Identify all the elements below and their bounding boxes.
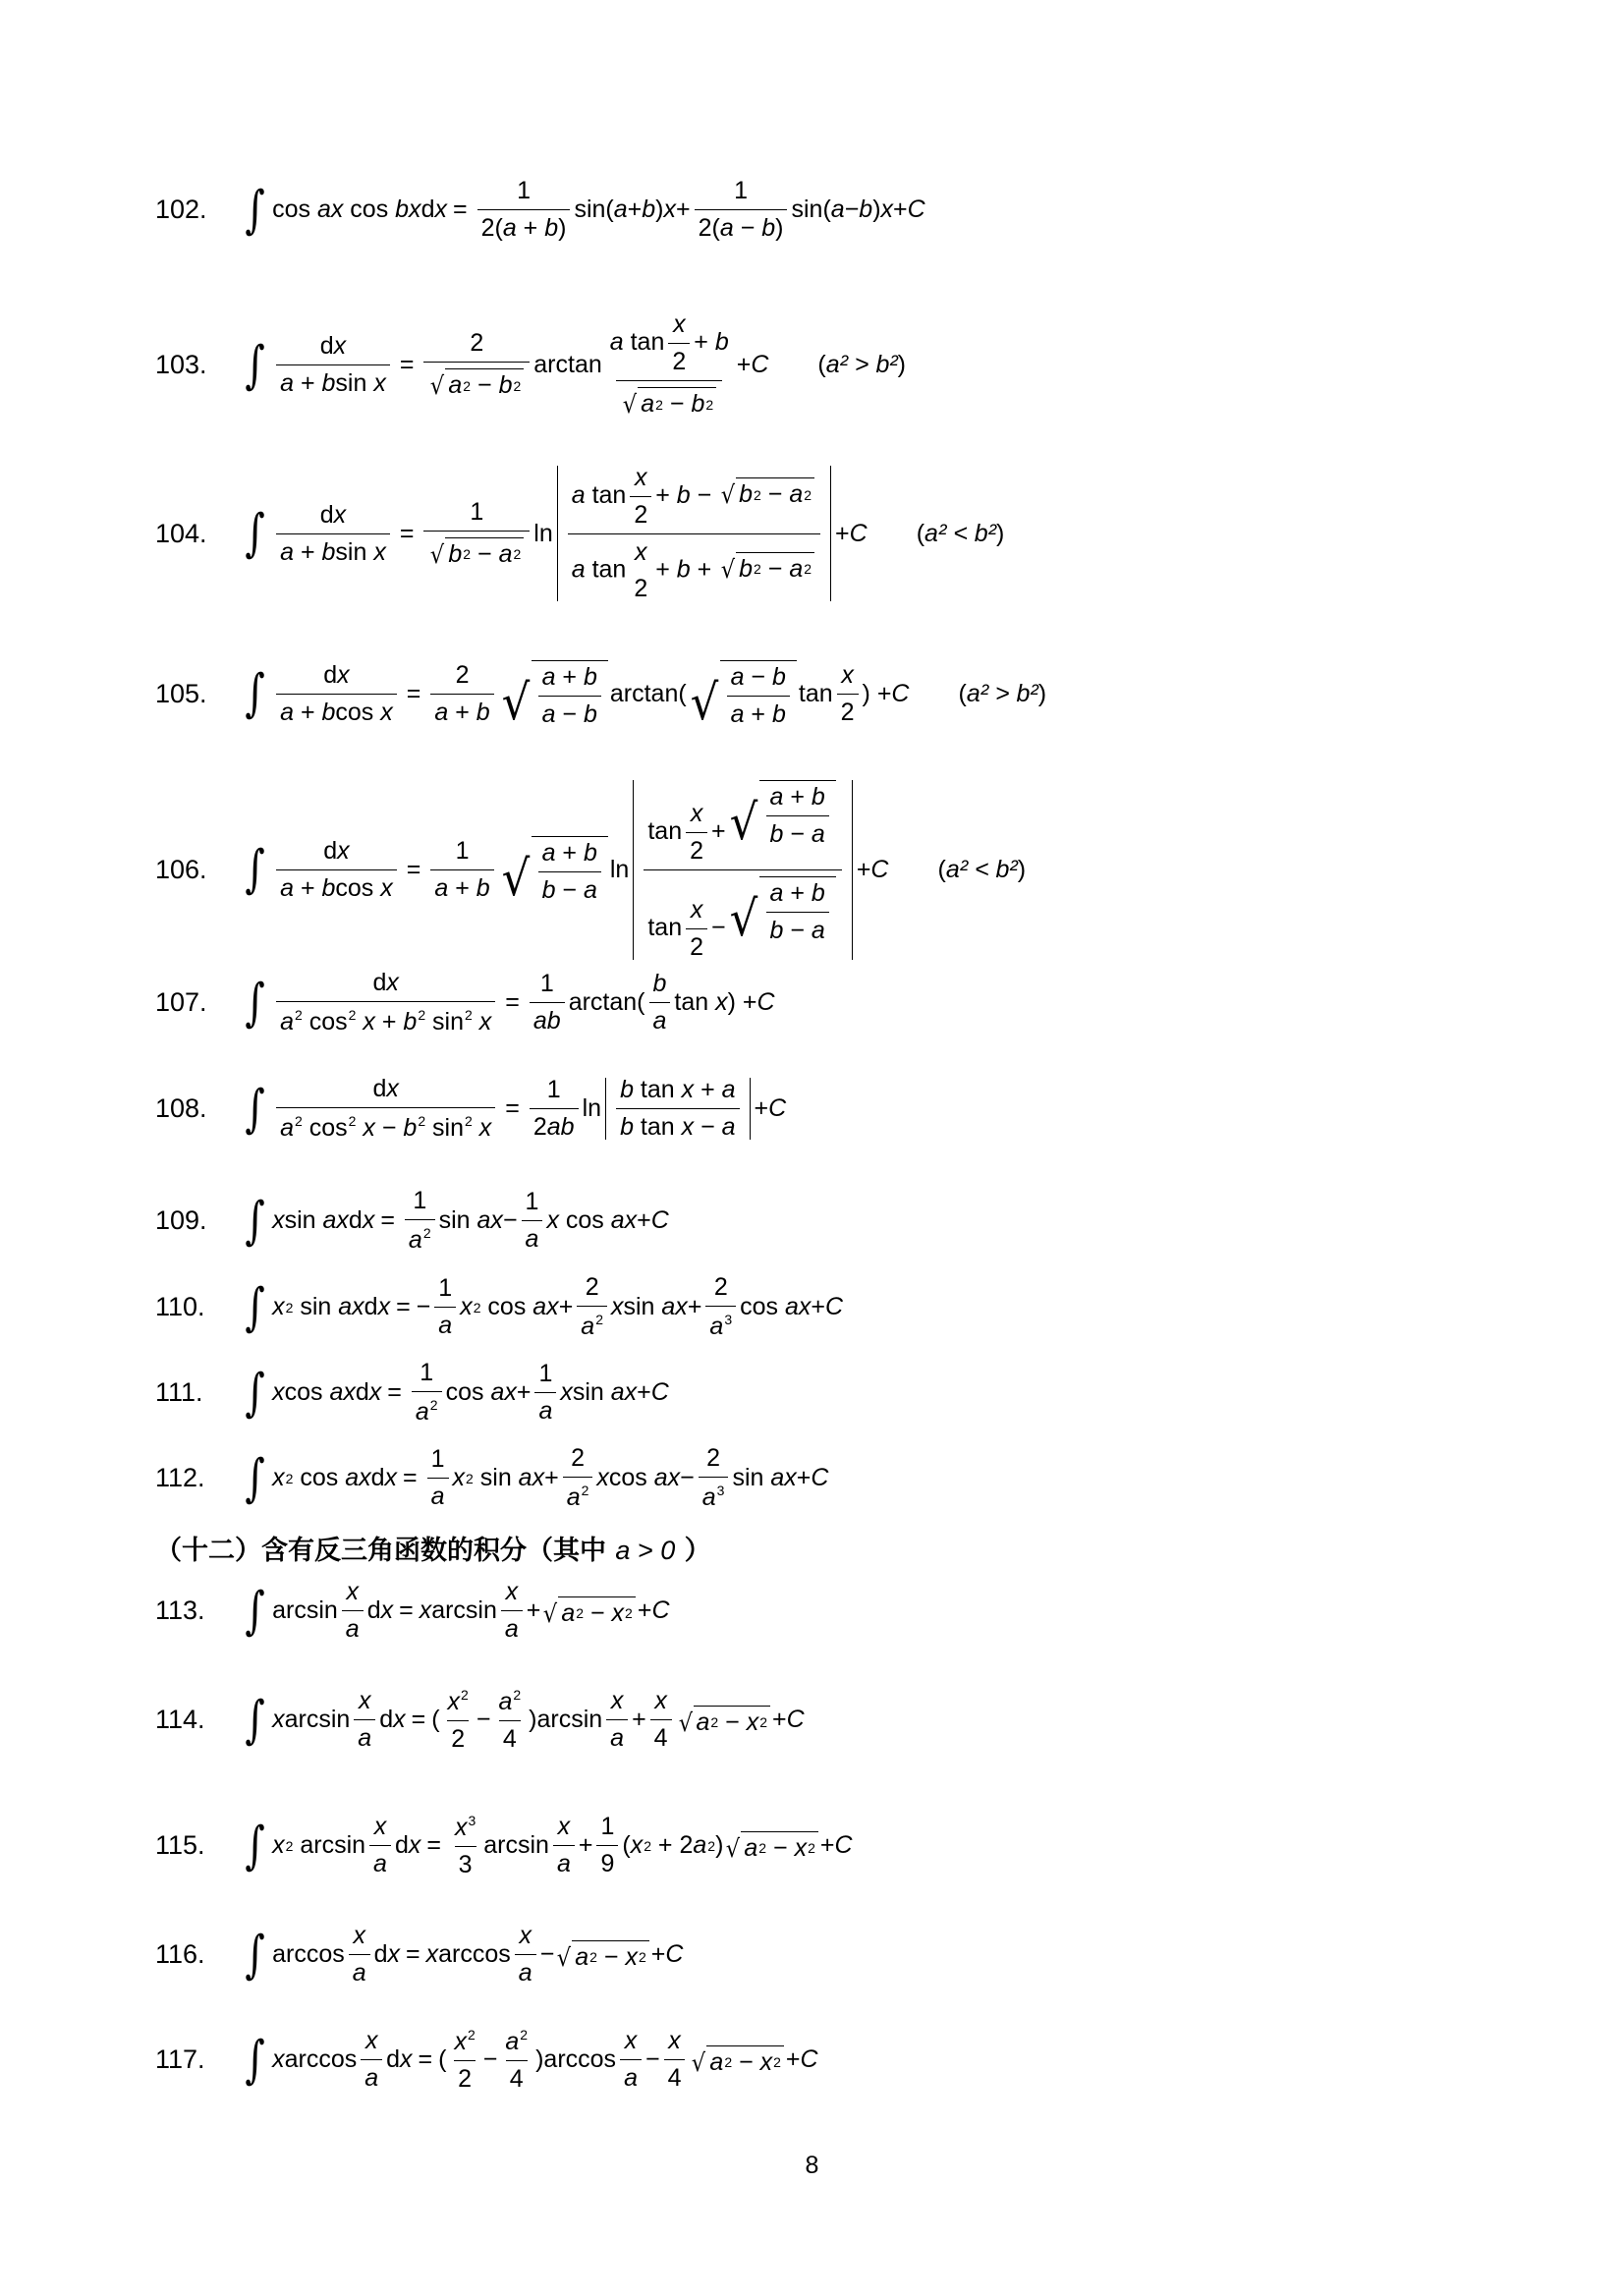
formula-number: 102. [155,195,207,224]
formula-114: 114. ∫ x arcsin $\frac{x}{a}$ d x = ( $\frac{x^2}{2}$ − $\frac{a^2}{4}$ )arcsin $\frac{x}{a}$ + $\frac{x}{4}$ √ a 2 − x 2 + C [155,1687,805,1753]
integral-sign: ∫ [245,840,265,900]
formula-117: 117. ∫ x arccos $\frac{x}{a}$ d x = ( $\frac{x^2}{2}$ − $\frac{a^2}{4}$ )arccos $\frac{x}{a}$ − $\frac{x}{4}$ √ a 2 − x 2 + C [155,2027,818,2093]
condition: a² > b² [966,679,1038,707]
formula-number: 115. [155,1830,205,1860]
formula-number: 109. [155,1205,207,1235]
formula-number: 117. [155,2044,205,2074]
integral-sign: ∫ [245,664,265,723]
integral-sign: ∫ [245,1448,265,1508]
formula-111: 111. ∫ x cos ax d x = $\frac{1}{a^2}$ cos ax + $\frac{1}{a}$ x sin ax + C [155,1359,669,1426]
fraction: $\frac{1}{2(a - b)}$ [695,179,788,241]
integral-sign: ∫ [245,1816,265,1876]
formula-number: 113. [155,1596,205,1625]
integral-sign: ∫ [245,1925,265,1985]
formula-number: 111. [155,1377,203,1407]
formula-number: 103. [155,350,207,379]
condition: a² > b² [825,351,898,378]
integral-sign: ∫ [245,2030,265,2090]
formula-number: 108. [155,1093,207,1123]
integral-sign: ∫ [245,1079,265,1139]
integral-sign: ∫ [245,1363,265,1423]
formula-115: 115. ∫ x 2 arcsin $\frac{x}{a}$ d x = $\frac{x^3}{3}$ arcsin $\frac{x}{a}$ + $\frac{1}{9}$ ( x 2 + 2 a 2 ) √ a 2 − x 2 + C [155,1813,853,1878]
integral-sign: ∫ [245,1690,265,1750]
condition: a² < b² [945,855,1018,883]
section-heading: （十二）含有反三角函数的积分（其中 a > 0 ） [155,1536,711,1566]
formula-102: 102. ∫ cos ax cos bx d x = $\frac{1}{2(a + b)}$ sin( a + b ) x + $\frac{1}{2(a - b)}$ sin( a − b ) x + C [155,177,925,242]
integral-sign: ∫ [245,180,265,240]
formula-105: 105. ∫ $\frac{dx}{\text{a + bcos x}}$ = $\frac{2}{a + b}$ √ $\frac{a + b}{a - b}$ arctan( √ $\frac{a - b}{a + b}$ tan $\frac{x}{2}$ ) + C (a² > b²) [155,660,1047,731]
page-number: 8 [805,2152,819,2179]
formula-number: 107. [155,987,207,1017]
formula-number: 106. [155,854,207,884]
formula-113: 113. ∫ arcsin $\frac{x}{a}$ d x = x arcsin $\frac{x}{a}$ + √ a 2 − x 2 + C [155,1578,670,1643]
integral-sign: ∫ [245,1191,265,1251]
integral-sign: ∫ [245,1581,265,1641]
formula-112: 112. ∫ x 2 cos ax d x = $\frac{1}{a}$ x 2 sin ax + $\frac{2}{a^2}$ x cos ax − $\frac{2}{a^3}$ sin ax + C [155,1444,829,1511]
formula-number: 104. [155,518,207,548]
formula-116: 116. ∫ arccos $\frac{x}{a}$ d x = x arccos $\frac{x}{a}$ − √ a 2 − x 2 + C [155,1922,684,1987]
formula-110: 110. ∫ x 2 sin ax d x = − $\frac{1}{a}$ x 2 cos ax + $\frac{2}{a^2}$ x sin ax + $\frac{2}{a^3}$ cos ax + C [155,1273,844,1340]
condition: a² < b² [924,519,996,547]
formula-number: 110. [155,1292,205,1321]
formula-number: 105. [155,678,207,708]
formula-108: 108. ∫ $\frac{dx}{a^2 \cos^2 x - b^2 \sin^2 x}$ = $\frac{1}{2ab}$ ln $\frac{\text{b tan x + a}}{\text{b tan x − a}}$ + C [155,1075,787,1142]
formula-number: 112. [155,1463,205,1492]
formula-number: 116. [155,1939,205,1969]
integral-sign: ∫ [245,973,265,1033]
formula-number: 114. [155,1705,205,1734]
formula-107: 107. ∫ $\frac{dx}{a^2 \cos^2 x + b^2 \sin^2 x}$ = $\frac{1}{ab}$ arctan( $\frac{b}{a}$ tan x ) + C [155,969,775,1036]
formula-109: 109. ∫ x sin ax d x = $\frac{1}{a^2}$ sin ax − $\frac{1}{a}$ x cos ax + C [155,1187,669,1254]
fraction: $\frac{1}{2(a + b)}$ [477,179,571,241]
formula-106: 106. ∫ $\frac{dx}{\text{a + bcos x}}$ = $\frac{1}{a + b}$ √ $\frac{a + b}{b - a}$ ln tan $\frac{x}{2}$ + √ $\frac{a + b}{b - a}$ tan $\frac{x}{2}$ − √ $\frac{a + b}{b - a}$ + C (a² < b²) [155,780,1026,960]
integral-sign: ∫ [245,335,265,395]
integral-sign: ∫ [245,1277,265,1337]
formula-104: 104. ∫ $\frac{dx}{\text{a + bsin x}}$ = 1 √ b 2 − a 2 ln a tan $\frac{x}{2}$ + b − √ b 2 − a 2 a tan x 2 + b + √ b 2 − a 2 + C (a² < b²) [155,464,1005,602]
integral-sign: ∫ [245,504,265,563]
formula-103: 103. ∫ $\frac{dx}{\text{a + bsin x}}$ = 2 √ a 2 − b 2 arctan a tan $\frac{x}{2}$ + b √ a 2 − b 2 + C (a² > b²) [155,310,906,419]
